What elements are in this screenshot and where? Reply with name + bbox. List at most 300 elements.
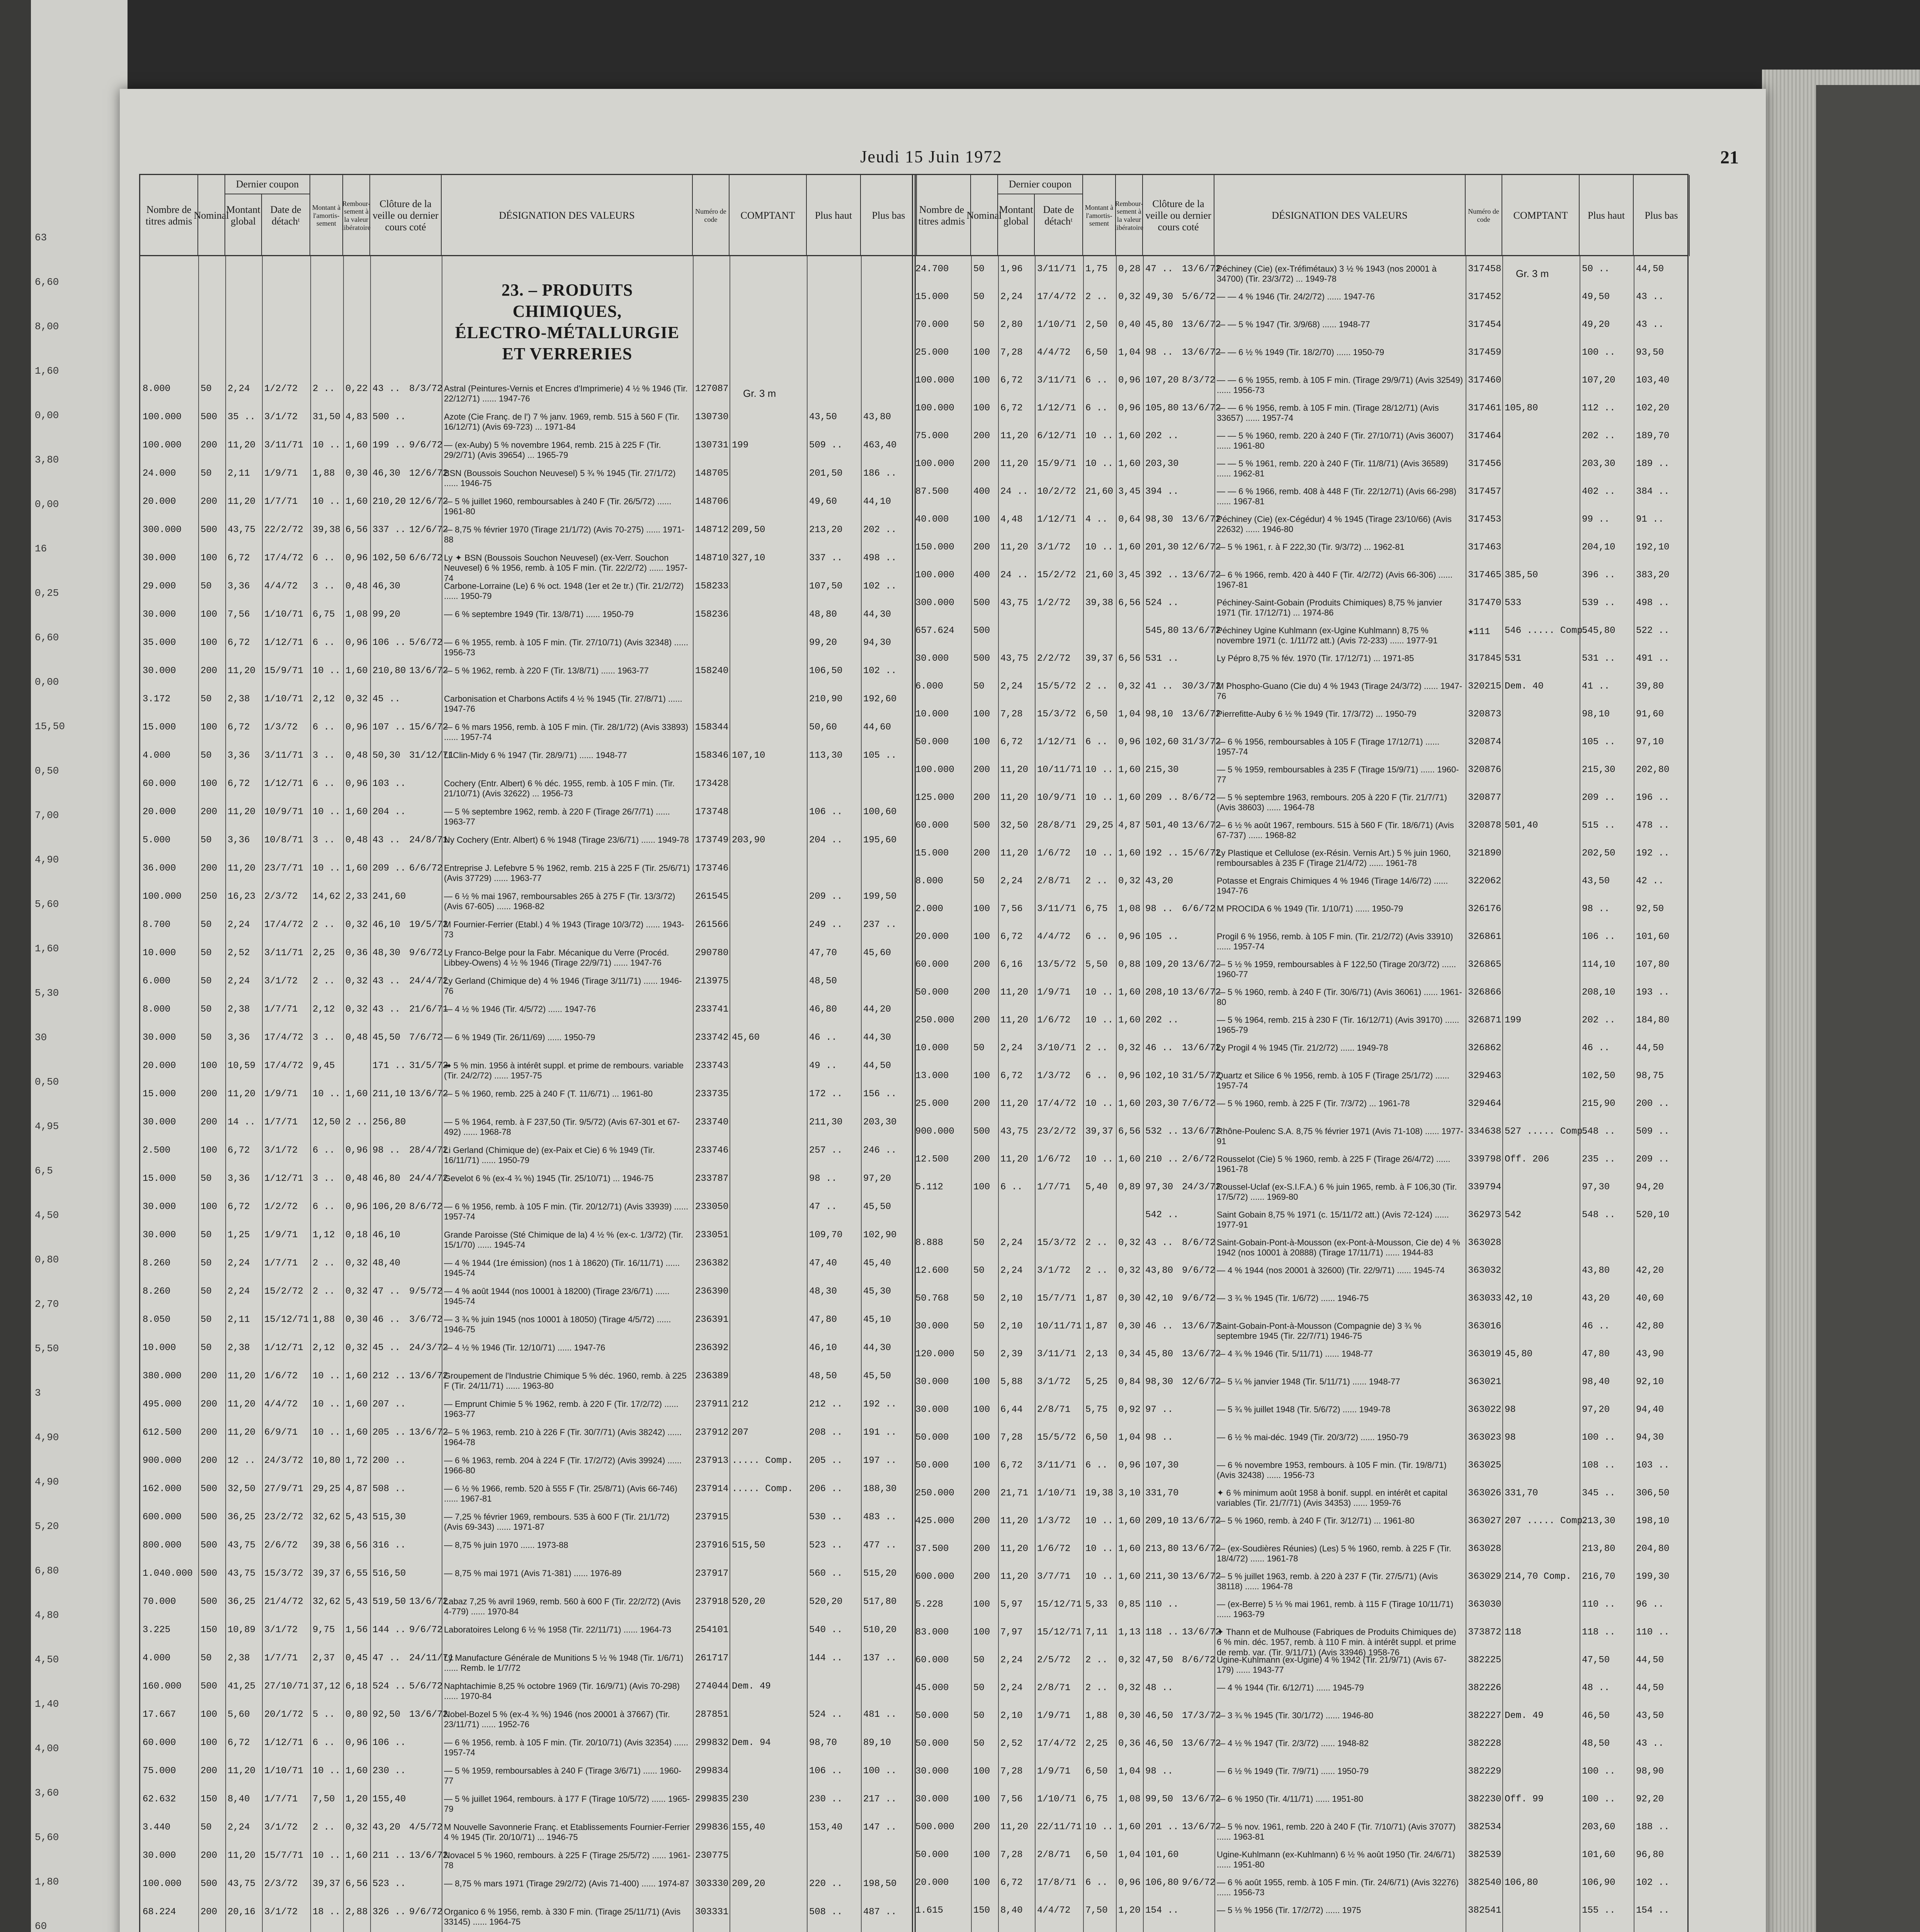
- cell-cd: 19/5/72: [409, 920, 448, 930]
- cell-code: 261545: [695, 891, 729, 902]
- cell-ma: 6,50: [1085, 1850, 1108, 1860]
- cell-mg: 11,20: [1000, 1516, 1029, 1526]
- cell-code: 299836: [695, 1822, 729, 1833]
- cell-lo: 193 ..: [1636, 987, 1670, 998]
- cell-lo: 478 ..: [1636, 820, 1670, 831]
- cell-nom: 50: [201, 1173, 212, 1184]
- cell-lo: 481 ..: [863, 1709, 897, 1720]
- cell-code: 237917: [695, 1568, 729, 1579]
- cell-des: — 4 % août 1944 (nos 10001 à 18200) (Tirage 23/6/71) ...... 1945-74: [444, 1286, 670, 1306]
- cell-ma: 39,38: [313, 1540, 341, 1551]
- cell-cmp: 209,20: [732, 1879, 765, 1889]
- cell-des: — (ex-Soudières Réunies) (Les) 5 % 1960, remb. à 225 F (Tir. 18/4/72) ...... 1961-78: [1217, 1544, 1451, 1564]
- cell-lo: 189 ..: [1636, 459, 1670, 469]
- cell-code: 317470: [1468, 598, 1502, 608]
- cell-code: 317460: [1468, 375, 1502, 386]
- table-row: [140, 722, 915, 750]
- cell-cd: 31/5/72: [1182, 1071, 1221, 1081]
- cell-code: 237915: [695, 1512, 729, 1522]
- cell-code: 148706: [695, 497, 729, 507]
- cell-rv: 2,88: [345, 1907, 368, 1917]
- cell-dd: 1/12/71: [1037, 514, 1076, 525]
- cell-rv: 1,04: [1118, 709, 1141, 719]
- cell-mg: 32,50: [1000, 820, 1029, 831]
- column-header-cl: Clôture de la veille ou dernier cours coté: [1143, 175, 1214, 256]
- cell-cmp: 501,40: [1505, 820, 1538, 831]
- cell-n: 125.000: [915, 793, 954, 803]
- cell-cl: 532 ..: [1145, 1126, 1179, 1137]
- cell-dd: 22/11/71: [1037, 1822, 1082, 1832]
- column-header-cmp: COMPTANT: [730, 175, 807, 256]
- cell-rv: 0,30: [1118, 1321, 1141, 1332]
- table-row: [140, 1230, 915, 1258]
- cell-code: 299835: [695, 1794, 729, 1804]
- page-number: 21: [1720, 147, 1739, 168]
- facing-page-number: 3,60: [35, 1787, 59, 1799]
- cell-dd: 3/11/71: [264, 440, 303, 451]
- cell-hi: 106 ..: [809, 1766, 843, 1776]
- cell-hi: 402 ..: [1582, 486, 1616, 497]
- cell-cmp: 107,10: [732, 750, 765, 761]
- cell-rv: 4,87: [345, 1484, 368, 1494]
- cell-des: Ugine-Kuhlmann (ex-Kuhlmann) 6 ½ % août 1950 (Tir. 24/6/71) ...... 1951-80: [1217, 1850, 1455, 1870]
- cell-code: 317461: [1468, 403, 1502, 413]
- cell-ma: 10 ..: [313, 1371, 341, 1381]
- cell-mg: 7,28: [1000, 1432, 1023, 1443]
- cell-des: — — 6 % 1956, remb. à 105 F min. (Tirage 28/12/71) (Avis 33657) ...... 1957-74: [1217, 403, 1439, 423]
- cell-cl: 256,80: [372, 1117, 406, 1128]
- cell-nom: 100: [973, 347, 990, 358]
- cell-hi: 212 ..: [809, 1399, 843, 1410]
- cell-ma: 2,12: [313, 1004, 335, 1015]
- cell-cmp: 98: [1505, 1405, 1516, 1415]
- cell-des: — 6 % 1955, remb. à 105 F min. (Tir. 27/10/71) (Avis 32348) ...... 1956-73: [444, 638, 689, 658]
- cell-des: ➡ 5 % min. 1956 à intérêt suppl. et prime de rembours. variable (Tir. 24/2/72) ...... 1957-75: [444, 1061, 684, 1081]
- table-row: [913, 1071, 1687, 1099]
- cell-hi: 49,60: [809, 497, 837, 507]
- table-row: [140, 1879, 915, 1907]
- cell-cd: 13/6/72: [1182, 403, 1221, 413]
- table-row: [913, 1655, 1687, 1683]
- cell-mg: 2,39: [1000, 1349, 1023, 1359]
- cell-nom: 100: [973, 737, 990, 747]
- cell-lo: 43,80: [863, 412, 891, 422]
- cell-dd: 1/7/71: [264, 1117, 298, 1128]
- facing-page-number: 0,80: [35, 1254, 59, 1265]
- cell-mg: 11,20: [1000, 1099, 1029, 1109]
- cell-mg: 20,16: [228, 1907, 256, 1917]
- cell-des: — 6 ½ % mai-déc. 1949 (Tir. 20/3/72) ...... 1950-79: [1217, 1432, 1408, 1442]
- cell-dd: 17/4/72: [1037, 1099, 1076, 1109]
- cell-code: 173748: [695, 807, 729, 817]
- cell-code: 148705: [695, 468, 729, 479]
- table-row: [140, 1117, 915, 1145]
- cell-nom: 500: [201, 1484, 218, 1494]
- cell-hi: 337 ..: [809, 553, 843, 563]
- cell-nom: 100: [201, 1738, 218, 1748]
- cell-hi: 107,20: [1582, 375, 1616, 386]
- cell-des: — 5 % septembre 1962, remb. à 220 F (Tirage 26/7/71) ...... 1963-77: [444, 807, 670, 827]
- cell-mg: 11,20: [1000, 431, 1029, 441]
- cell-cl: 230 ..: [372, 1766, 406, 1776]
- cell-lo: 246 ..: [863, 1145, 897, 1156]
- cell-dd: 4/4/72: [1037, 1905, 1071, 1916]
- cell-hi: 102,50: [1582, 1071, 1616, 1081]
- cell-dd: 15/2/72: [264, 1286, 303, 1297]
- column-header-rv: Rembour-sement à la valeur libératoire: [1116, 175, 1143, 256]
- cell-cmp: 207 ..... Comp.: [1505, 1516, 1588, 1526]
- cell-n: 30.000: [143, 553, 176, 563]
- cell-dd: 17/8/71: [1037, 1878, 1076, 1888]
- cell-hi: 43,20: [1582, 1293, 1610, 1304]
- cell-cd: 6/6/72: [409, 553, 443, 563]
- cell-mg: 2,24: [1000, 876, 1023, 886]
- cell-ma: 6,75: [1085, 1794, 1108, 1804]
- cell-cd: 12/6/72: [409, 525, 448, 535]
- cell-cl: 501,40: [1145, 820, 1179, 831]
- cell-cl: 106 ..: [372, 1738, 406, 1748]
- cell-cl: 43 ..: [1145, 1238, 1173, 1248]
- cell-nom: 150: [201, 1625, 218, 1635]
- cell-mg: 11,20: [228, 1427, 256, 1438]
- cell-n: 60.000: [143, 779, 176, 789]
- cell-lo: 94,30: [1636, 1432, 1664, 1443]
- cell-dd: 15/12/71: [1037, 1599, 1082, 1610]
- table-row: [140, 1540, 915, 1568]
- cell-ma: 6 ..: [1085, 737, 1108, 747]
- cell-dd: 1/12/71: [1037, 737, 1076, 747]
- cell-rv: 1,60: [345, 1089, 368, 1099]
- cell-des: Péchiney (Cie) (ex-Tréfimétaux) 3 ½ % 1943 (nos 20001 à 34700) (Tir. 23/3/72) ... 1949-78: [1217, 264, 1437, 284]
- cell-n: 30.000: [915, 1377, 949, 1387]
- cell-des: — — 6 % 1955, remb. à 105 F min. (Tirage 29/9/71) (Avis 32549) ...... 1956-73: [1217, 375, 1463, 395]
- cell-rv: 0,96: [345, 638, 368, 648]
- cell-des: Roussel-Uclaf (ex-S.I.F.A.) 6 % juin 1965, remb. à F 106,30 (Tir. 17/5/72) ...... 1969-80: [1217, 1182, 1457, 1202]
- cell-n: 30.000: [915, 1794, 949, 1804]
- cell-dd: 1/6/72: [1037, 1154, 1071, 1165]
- cell-cd: 13/6/72: [1182, 1544, 1221, 1554]
- cell-des: — 5 % 1964, remb. à F 237,50 (Tir. 9/5/72) (Avis 67-301 et 67-492) ...... 1968-78: [444, 1117, 680, 1137]
- cell-cmp: Dem. 40: [1505, 681, 1544, 692]
- cell-nom: 50: [201, 1343, 212, 1353]
- cell-rv: 0,96: [1118, 375, 1141, 386]
- cell-hi: 539 ..: [1582, 598, 1616, 608]
- cell-n: 29.000: [143, 581, 176, 592]
- cell-cmp: 105,80: [1505, 403, 1538, 413]
- cell-cd: 24/8/71: [409, 835, 448, 845]
- cell-nom: 50: [201, 835, 212, 845]
- cell-mg: 2,52: [228, 948, 250, 958]
- cell-lo: 107,80: [1636, 959, 1670, 970]
- cell-mg: 2,24: [228, 384, 250, 394]
- cell-nom: 50: [201, 1653, 212, 1663]
- section-title-line: ET VERRERIES: [502, 344, 633, 363]
- cell-rv: 2,33: [345, 891, 368, 902]
- cell-nom: 50: [973, 1711, 985, 1721]
- facing-page-number: 5,60: [35, 1832, 59, 1843]
- cell-cd: 2/6/72: [1182, 1154, 1216, 1165]
- cell-mg: 6,72: [1000, 737, 1023, 747]
- cell-nom: 500: [973, 626, 990, 636]
- cell-des: Li Clin-Midy 6 % 1947 (Tir. 28/9/71) ...... 1948-77: [444, 750, 627, 760]
- cell-lo: 44,30: [863, 1032, 891, 1043]
- cell-code: 261566: [695, 920, 729, 930]
- cell-cd: 13/6/72: [1182, 1738, 1221, 1749]
- cell-code: 373872: [1468, 1627, 1502, 1638]
- cell-nom: 50: [201, 750, 212, 761]
- cell-code: ★111: [1468, 627, 1490, 637]
- cell-mg: 24 ..: [1000, 486, 1029, 497]
- cell-des: — 6 % 1956, remb. à 105 F min. (Tir. 20/12/71) (Avis 33939) ...... 1957-74: [444, 1202, 689, 1222]
- cell-rv: 0,48: [345, 581, 368, 592]
- cell-cl: 43 ..: [372, 835, 401, 845]
- cell-nom: 200: [973, 1516, 990, 1526]
- cell-des: — 5 ¼ % janvier 1948 (Tir. 5/11/71) ...... 1948-77: [1217, 1377, 1400, 1386]
- cell-cl: 155,40: [372, 1794, 406, 1804]
- cell-code: 236382: [695, 1258, 729, 1269]
- cell-mg: 36,25: [228, 1597, 256, 1607]
- cell-code: 233742: [695, 1032, 729, 1043]
- cell-code: 320878: [1468, 820, 1502, 831]
- cell-cl: 99,20: [372, 609, 401, 620]
- cell-n: 25.000: [915, 347, 949, 358]
- cell-hi: 213,30: [1582, 1516, 1616, 1526]
- cell-des: Potasse et Engrais Chimiques 4 % 1946 (Tirage 14/6/72) ...... 1947-76: [1217, 876, 1448, 896]
- cell-lo: 94,20: [1636, 1182, 1664, 1192]
- cell-des: Naphtachimie 8,25 % octobre 1969 (Tir. 16/9/71) (Avis 70-298) ...... 1970-84: [444, 1681, 680, 1701]
- cell-nom: 100: [201, 638, 218, 648]
- cell-cd: 12/6/72: [409, 497, 448, 507]
- cell-n: 900.000: [915, 1126, 954, 1137]
- cell-cmp: 230: [732, 1794, 749, 1804]
- cell-des: Carbone-Lorraine (Le) 6 % oct. 1948 (1er et 2e tr.) (Tir. 21/2/72) ...... 1950-79: [444, 581, 684, 601]
- cell-code: 363026: [1468, 1488, 1502, 1498]
- cell-cl: 102,50: [372, 553, 406, 563]
- cell-n: 160.000: [143, 1681, 182, 1692]
- cell-cd: 24/4/72: [409, 976, 448, 986]
- cell-ma: 10 ..: [313, 1089, 341, 1099]
- cell-lo: 186 ..: [863, 468, 897, 479]
- cell-mg: 11,20: [228, 1089, 256, 1099]
- cell-cl: 45,50: [372, 1032, 401, 1043]
- cell-lo: 191 ..: [863, 1427, 897, 1438]
- cell-des: — 4 ¾ % 1946 (Tir. 5/11/71) ...... 1948-77: [1217, 1349, 1373, 1359]
- cell-nom: 100: [201, 1145, 218, 1156]
- cell-n: 100.000: [915, 403, 954, 413]
- cell-n: 62.632: [143, 1794, 176, 1804]
- cell-des: — 5 % 1959, remboursables à 235 F (Tirage 15/9/71) ...... 1960-77: [1217, 765, 1459, 785]
- cell-hi: 531 ..: [1582, 653, 1616, 664]
- cell-ma: 2 ..: [313, 920, 335, 930]
- cell-rv: 1,13: [1118, 1627, 1141, 1638]
- cell-code: 158233: [695, 581, 729, 592]
- table-row: [140, 835, 915, 863]
- cell-cmp: 45,80: [1505, 1349, 1533, 1359]
- cell-nom: 200: [973, 959, 990, 970]
- cell-code: 334638: [1468, 1126, 1502, 1137]
- cell-mg: 2,38: [228, 1004, 250, 1015]
- cell-nom: 50: [973, 681, 985, 692]
- cell-nom: 500: [201, 1512, 218, 1522]
- cell-lo: 198,10: [1636, 1516, 1670, 1526]
- cell-nom: 200: [201, 1907, 218, 1917]
- cell-n: 40.000: [915, 514, 949, 525]
- cell-dd: 23/2/72: [1037, 1126, 1076, 1137]
- cell-n: 20.000: [143, 807, 176, 817]
- cell-cl: 41 ..: [1145, 681, 1173, 692]
- cell-des: Entreprise J. Lefebvre 5 % 1962, remb. 215 à 225 F (Tir. 25/6/71) (Avis 37729) ...... 1963-77: [444, 863, 690, 883]
- cell-hi: 211,30: [809, 1117, 843, 1128]
- cell-ma: 14,62: [313, 891, 341, 902]
- cell-des: — 6 % 1963, remb. 204 à 224 F (Tir. 17/2/72) (Avis 39924) ...... 1966-80: [444, 1456, 682, 1476]
- table-row: [913, 987, 1687, 1015]
- cell-hi: 98,70: [809, 1738, 837, 1748]
- cell-hi: 106,50: [809, 666, 843, 676]
- cell-rv: 5,43: [345, 1597, 368, 1607]
- cell-cl: 213,80: [1145, 1544, 1179, 1554]
- cell-nom: 50: [201, 1286, 212, 1297]
- cell-cd: 17/3/72: [1182, 1711, 1221, 1721]
- cell-nom: 200: [201, 1399, 218, 1410]
- cell-rv: 1,60: [1118, 431, 1141, 441]
- cell-lo: 89,10: [863, 1738, 891, 1748]
- cell-code: 237911: [695, 1399, 729, 1410]
- column-header-ma: Montant à l'amortis-sement: [1083, 175, 1116, 256]
- cell-cl: 43,80: [1145, 1265, 1173, 1276]
- cell-n: 50.768: [915, 1293, 949, 1304]
- cell-cl: 110 ..: [1145, 1599, 1179, 1610]
- cell-dd: 3/11/71: [1037, 375, 1076, 386]
- cell-cd: 31/3/72: [1182, 737, 1221, 747]
- cell-mg: 6,72: [228, 722, 250, 733]
- cell-ma: 10 ..: [1085, 1544, 1114, 1554]
- cell-dd: 2/3/72: [264, 1879, 298, 1889]
- cell-rv: 0,96: [345, 779, 368, 789]
- cell-cl: 46 ..: [1145, 1321, 1173, 1332]
- column-header-mg: Montant global: [225, 175, 262, 256]
- cell-dd: 1/10/71: [1037, 320, 1076, 330]
- table-row: [913, 820, 1687, 848]
- cell-code: 382230: [1468, 1794, 1502, 1804]
- cell-hi: 205 ..: [809, 1456, 843, 1466]
- cell-n: 15.000: [915, 848, 949, 859]
- cell-mg: 2,24: [228, 1822, 250, 1833]
- cell-ma: 3 ..: [313, 581, 335, 592]
- cell-n: 8.050: [143, 1315, 171, 1325]
- cell-cl: 45 ..: [372, 1343, 401, 1353]
- cell-cl: 45,80: [1145, 320, 1173, 330]
- right-table: [912, 174, 1689, 1932]
- cell-n: 100.000: [143, 440, 182, 451]
- cell-mg: 2,11: [228, 468, 250, 479]
- cell-hi: 98,10: [1582, 709, 1610, 719]
- cell-cl: 210 ..: [1145, 1154, 1179, 1165]
- facing-page-number: 5,60: [35, 898, 59, 910]
- cell-cl: 46,10: [372, 1230, 401, 1240]
- cell-lo: 384 ..: [1636, 486, 1670, 497]
- cell-nom: 200: [201, 1456, 218, 1466]
- cell-ma: 6,75: [1085, 904, 1108, 914]
- cell-rv: 1,60: [1118, 1822, 1141, 1832]
- cell-des: Saint-Gobain-Pont-à-Mousson (ex-Pont-à-Mousson, Cie de) 4 % 1942 (nos 10001 à 20888) (Tirage 17/11/71) ...... 1944-83: [1217, 1238, 1460, 1258]
- cell-cl: 118 ..: [1145, 1627, 1179, 1638]
- cell-dd: 28/8/71: [1037, 820, 1076, 831]
- cell-rv: 0,32: [345, 1343, 368, 1353]
- column-header-nom: Nominal: [198, 175, 225, 256]
- cell-code: 287851: [695, 1709, 729, 1720]
- cell-ma: 7,50: [313, 1794, 335, 1804]
- cell-cmp: 520,20: [732, 1597, 765, 1607]
- cell-code: 148710: [695, 553, 729, 563]
- cell-lo: 45,50: [863, 1371, 891, 1381]
- cell-des: — 4 % 1944 (1re émission) (nos 1 à 18620) (Tir. 16/11/71) ...... 1945-74: [444, 1258, 680, 1278]
- cell-hi: 47 ..: [809, 1202, 837, 1212]
- cell-lo: 517,80: [863, 1597, 897, 1607]
- cell-lo: 498 ..: [1636, 598, 1670, 608]
- cell-des: — 6 % 1949 (Tir. 26/11/69) ...... 1950-79: [444, 1032, 595, 1042]
- cell-lo: 510,20: [863, 1625, 897, 1635]
- cell-rv: 0,32: [1118, 1683, 1141, 1693]
- cell-ma: 5,33: [1085, 1599, 1108, 1610]
- table-row: [140, 863, 915, 891]
- cell-nom: 100: [201, 609, 218, 620]
- cell-cd: 13/6/72: [1182, 1516, 1221, 1526]
- facing-page-number: 1,60: [35, 365, 59, 377]
- cell-dd: 2/5/72: [1037, 1655, 1071, 1665]
- cell-des: Gevelot 6 % (ex-4 ¾ %) 1945 (Tir. 25/10/71) ... 1946-75: [444, 1173, 654, 1183]
- cell-des: Ly Gerland (Chimique de) 4 % 1946 (Tirage 3/11/71) ...... 1946-76: [444, 976, 682, 996]
- cell-hi: 106 ..: [1582, 932, 1616, 942]
- column-header-ma: Montant à l'amortis-sement: [310, 175, 343, 256]
- cell-mg: 7,56: [1000, 904, 1023, 914]
- cell-rv: 6,56: [1118, 598, 1141, 608]
- cell-nom: 500: [201, 1540, 218, 1551]
- cell-des: — 8,75 % février 1970 (Tirage 21/1/72) (Avis 70-275) ...... 1971-88: [444, 525, 685, 545]
- cell-lo: 105 ..: [863, 750, 897, 761]
- cell-mg: 11,20: [228, 1399, 256, 1410]
- cell-ma: 39,37: [1085, 653, 1114, 664]
- cell-lo: 509 ..: [1636, 1126, 1670, 1137]
- cell-cd: 13/6/72: [1182, 959, 1221, 970]
- cell-nom: 100: [973, 1377, 990, 1387]
- cell-cl: 43 ..: [372, 976, 401, 986]
- cell-mg: 6,72: [1000, 1460, 1023, 1471]
- cell-code: 363027: [1468, 1516, 1502, 1526]
- cell-des: — 5 % 1963, remb. 210 à 226 F (Tir. 30/7/71) (Avis 38242) ...... 1964-78: [444, 1427, 682, 1447]
- cell-n: 15.000: [143, 722, 176, 733]
- cell-ma: 10 ..: [1085, 848, 1114, 859]
- cell-n: 15.000: [143, 1089, 176, 1099]
- cell-code: 317458: [1468, 264, 1502, 274]
- table-row: [140, 1484, 915, 1512]
- cell-rv: 1,60: [1118, 1015, 1141, 1026]
- group-label: Gr. 3 m: [1516, 268, 1549, 279]
- cell-n: 15.000: [143, 1173, 176, 1184]
- cell-ma: 10 ..: [1085, 542, 1114, 553]
- cell-des: Quartz et Silice 6 % 1956, remb. à 105 F (Tirage 25/1/72) ...... 1957-74: [1217, 1071, 1450, 1091]
- cell-rv: 2 ..: [345, 1117, 368, 1128]
- cell-cl: 46,30: [372, 581, 401, 592]
- table-row: [913, 1126, 1687, 1154]
- cell-hi: 172 ..: [809, 1089, 843, 1099]
- cell-cl: 524 ..: [1145, 598, 1179, 608]
- cell-ma: 10 ..: [313, 1850, 341, 1861]
- cell-dd: 3/11/71: [1037, 264, 1076, 274]
- cell-code: 299834: [695, 1766, 729, 1776]
- cell-cd: 6/6/72: [1182, 904, 1216, 914]
- column-header-mg: Montant global: [998, 175, 1035, 256]
- cell-ma: 6 ..: [1085, 403, 1108, 413]
